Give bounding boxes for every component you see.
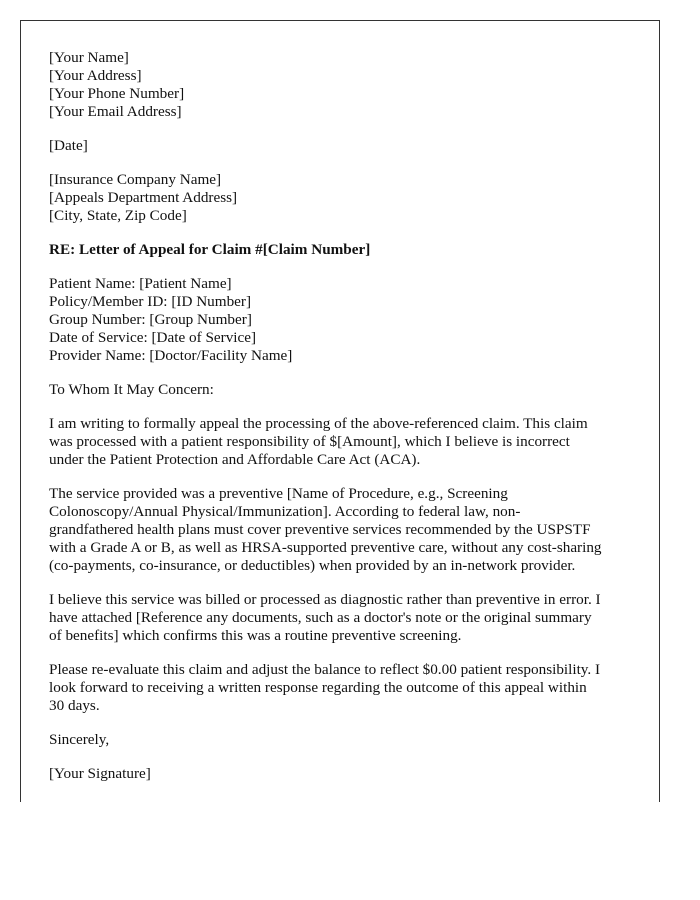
paragraph-line: Please re-evaluate this claim and adjust the balance to reflect $0.00 patient responsibility. I bbox=[49, 661, 601, 678]
sender-phone: [Your Phone Number] bbox=[49, 85, 185, 102]
paragraph-line: I believe this service was billed or processed as diagnostic rather than preventive in error. I bbox=[49, 591, 601, 608]
closing-text: Sincerely, bbox=[49, 731, 110, 748]
paragraph-line: have attached [Reference any documents, such as a doctor's note or the original summary bbox=[49, 609, 592, 626]
letter-page bbox=[20, 20, 660, 802]
recipient-city-state-zip: [City, State, Zip Code] bbox=[49, 207, 187, 224]
paragraph-line: (co-payments, co-insurance, or deductibles) when provided by an in-network provider. bbox=[49, 557, 576, 574]
salutation-text: To Whom It May Concern: bbox=[49, 381, 214, 398]
sender-email: [Your Email Address] bbox=[49, 103, 182, 120]
paragraph-line: Colonoscopy/Annual Physical/Immunization]. According to federal law, non- bbox=[49, 503, 521, 520]
paragraph-line: grandfathered health plans must cover preventive services recommended by the USPSTF bbox=[49, 521, 591, 538]
body-paragraph-3 bbox=[49, 591, 639, 645]
claim-detail-patient-name: Patient Name: [Patient Name] bbox=[49, 275, 232, 292]
body-paragraph-4 bbox=[49, 661, 639, 715]
claim-detail-policy-id: Policy/Member ID: [ID Number] bbox=[49, 293, 252, 310]
signature-text: [Your Signature] bbox=[49, 765, 151, 782]
paragraph-line: The service provided was a preventive [Name of Procedure, e.g., Screening bbox=[49, 485, 508, 502]
letter-content bbox=[49, 49, 639, 799]
sender-block bbox=[49, 49, 639, 121]
claim-detail-provider-name: Provider Name: [Doctor/Facility Name] bbox=[49, 347, 293, 364]
paragraph-line: under the Patient Protection and Affordable Care Act (ACA). bbox=[49, 451, 421, 468]
letter-date: [Date] bbox=[49, 137, 88, 154]
signature-block bbox=[49, 765, 639, 783]
paragraph-line: of benefits] which confirms this was a routine preventive screening. bbox=[49, 627, 462, 644]
salutation bbox=[49, 381, 639, 399]
recipient-company: [Insurance Company Name] bbox=[49, 171, 222, 188]
body-paragraph-1 bbox=[49, 415, 639, 469]
claim-detail-date-of-service: Date of Service: [Date of Service] bbox=[49, 329, 257, 346]
body-paragraph-2 bbox=[49, 485, 639, 575]
closing bbox=[49, 731, 639, 749]
paragraph-line: 30 days. bbox=[49, 697, 100, 714]
recipient-block bbox=[49, 171, 639, 225]
recipient-department-address: [Appeals Department Address] bbox=[49, 189, 238, 206]
subject-line: RE: Letter of Appeal for Claim #[Claim Number] bbox=[49, 241, 371, 258]
paragraph-line: with a Grade A or B, as well as HRSA-supported preventive care, without any cost-sharing bbox=[49, 539, 602, 556]
sender-name: [Your Name] bbox=[49, 49, 129, 66]
date-block bbox=[49, 137, 639, 155]
paragraph-line: I am writing to formally appeal the processing of the above-referenced claim. This claim bbox=[49, 415, 588, 432]
claim-detail-group-number: Group Number: [Group Number] bbox=[49, 311, 252, 328]
paragraph-line: look forward to receiving a written response regarding the outcome of this appeal within bbox=[49, 679, 587, 696]
claim-details-block bbox=[49, 275, 639, 365]
paragraph-line: was processed with a patient responsibility of $[Amount], which I believe is incorrect bbox=[49, 433, 570, 450]
sender-address: [Your Address] bbox=[49, 67, 142, 84]
